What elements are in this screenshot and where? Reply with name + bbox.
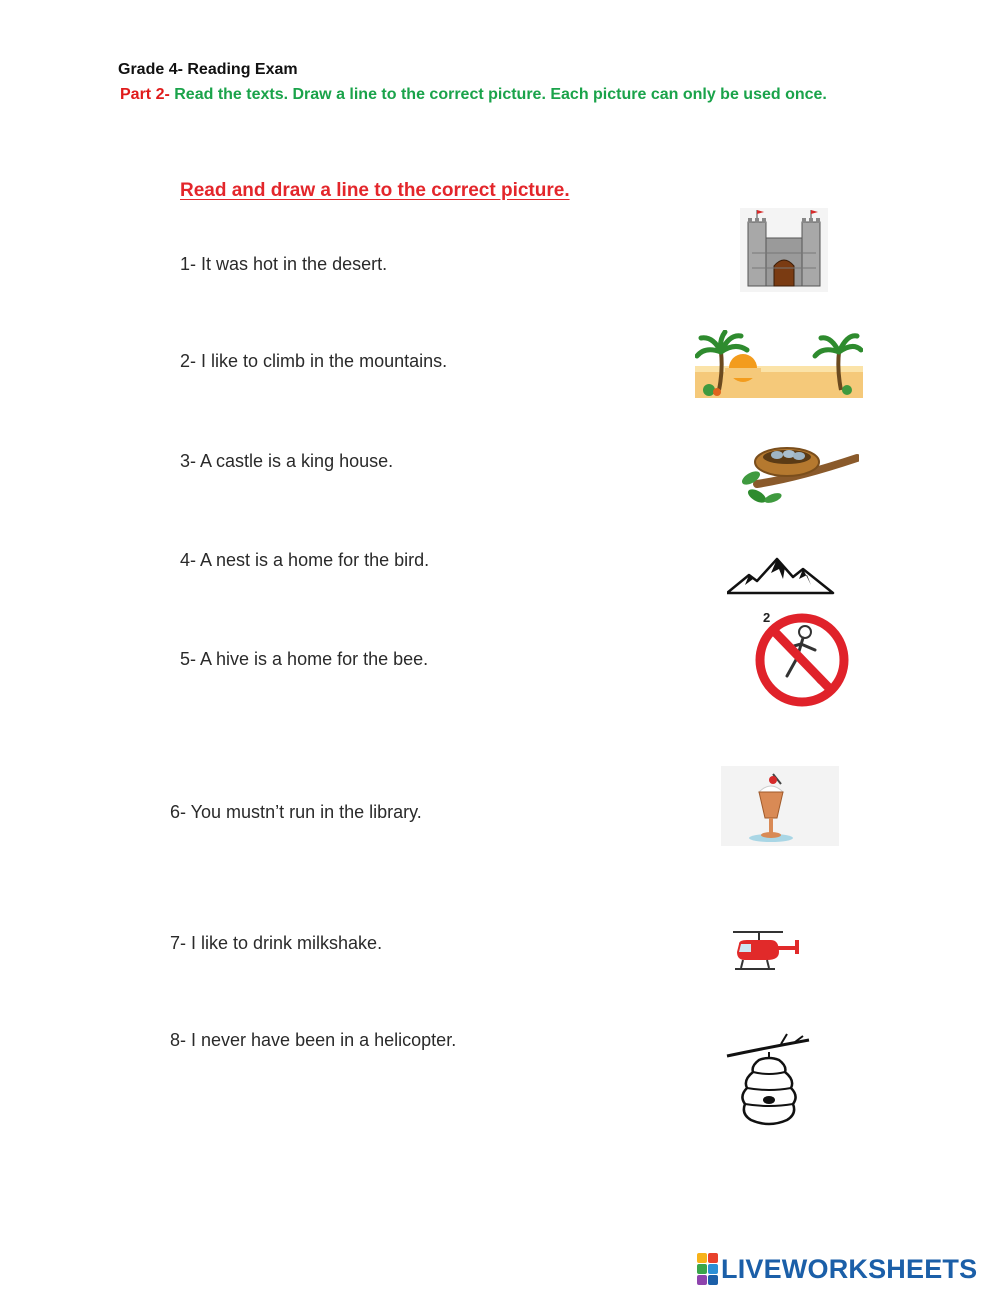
picture-mountains[interactable] (727, 557, 835, 597)
mountain-icon (727, 557, 835, 597)
part-label: Part 2- (120, 86, 170, 103)
picture-number-label: 2 (763, 610, 771, 625)
sentence-1[interactable]: 1- It was hot in the desert. (180, 254, 388, 274)
sentence-7[interactable]: 7- I like to drink milkshake. (170, 933, 383, 953)
picture-helicopter[interactable] (731, 922, 803, 982)
bird-nest-icon (737, 438, 859, 510)
beehive-icon (725, 1032, 813, 1130)
picture-no-running[interactable] (743, 608, 861, 710)
sentence-4[interactable]: 4- A nest is a home for the bird. (180, 550, 430, 570)
picture-nest[interactable] (737, 438, 859, 510)
picture-desert[interactable] (695, 330, 863, 398)
castle-icon (740, 208, 828, 292)
milkshake-icon (721, 766, 839, 846)
worksheet-heading: Read and draw a line to the correct picture. (180, 180, 570, 201)
sentence-2[interactable]: 2- I like to climb in the mountains. (180, 351, 448, 371)
picture-beehive[interactable] (725, 1032, 813, 1130)
desert-beach-icon (695, 330, 863, 398)
instructions-line (120, 86, 827, 104)
sentence-5[interactable]: 5- A hive is a home for the bee. (180, 649, 429, 669)
sentence-3[interactable]: 3- A castle is a king house. (180, 451, 394, 471)
liveworksheets-logo (697, 1253, 977, 1285)
sentence-8[interactable]: 8- I never have been in a helicopter. (170, 1030, 457, 1050)
picture-milkshake[interactable] (721, 766, 839, 846)
logo-text: LIVEWORKSHEETS (721, 1253, 978, 1284)
no-running-sign-icon (743, 608, 861, 710)
sentence-6[interactable]: 6- You mustn’t run in the library. (170, 802, 422, 822)
helicopter-icon (731, 922, 803, 982)
picture-castle[interactable] (740, 208, 828, 292)
logo-mark-icon (697, 1253, 718, 1285)
instructions-text: Read the texts. Draw a line to the correct picture. Each picture can only be used once. (169, 86, 827, 103)
exam-title: Grade 4- Reading Exam (118, 61, 298, 78)
